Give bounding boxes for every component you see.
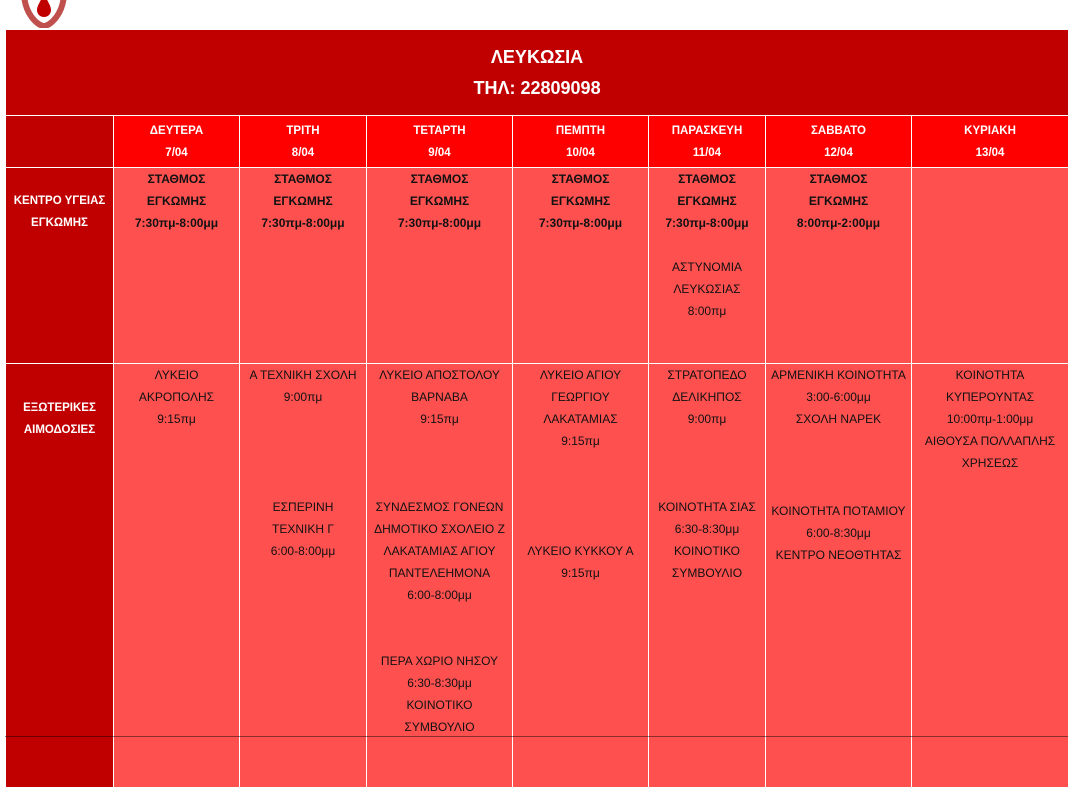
event-line: ΚΟΙΝΟΤΙΚΟ bbox=[674, 544, 740, 558]
spacer bbox=[515, 452, 646, 474]
spacer bbox=[651, 452, 763, 474]
day-date: 10/04 bbox=[566, 146, 595, 159]
day-date: 12/04 bbox=[824, 146, 853, 159]
spacer bbox=[242, 474, 364, 496]
event-line: ΠΕΡΑ ΧΩΡΙΟ ΝΗΣΟΥ bbox=[380, 654, 499, 668]
station-hours: 7:30πμ-8:00μμ bbox=[134, 216, 219, 230]
station-hours: 8:00πμ-2:00μμ bbox=[796, 216, 881, 230]
station-hours: 7:30πμ-8:00μμ bbox=[538, 216, 623, 230]
station-name: ΣΤΑΘΜΟΣ bbox=[678, 172, 736, 186]
table-bottom-border bbox=[5, 736, 1068, 737]
spacer bbox=[242, 452, 364, 474]
event-time: 9:15πμ bbox=[561, 434, 600, 448]
event-time: 9:00πμ bbox=[687, 412, 727, 426]
event-line: ΑΡΜΕΝΙΚΗ ΚΟΙΝΟΤΗΤΑ bbox=[771, 368, 906, 382]
event-time: 6:00-8:30μμ bbox=[806, 526, 871, 540]
station-name: ΣΤΑΘΜΟΣ bbox=[147, 172, 206, 186]
day-date: 13/04 bbox=[975, 146, 1005, 159]
day-date: 11/04 bbox=[692, 146, 722, 159]
health-cell-sunday bbox=[912, 168, 1069, 364]
event-line: ΑΚΡΟΠΟΛΗΣ bbox=[138, 390, 215, 404]
title-banner-row bbox=[6, 30, 1069, 116]
event-line: ΣΥΜΒΟΥΛΙΟ bbox=[404, 720, 475, 734]
event-line: ΛΥΚΕΙΟ ΑΠΟΣΤΟΛΟΥ bbox=[379, 368, 500, 382]
external-cell-friday bbox=[649, 364, 766, 788]
row-label-line: ΑΙΜΟΔΟΣΙΕΣ bbox=[23, 424, 96, 436]
event-line: ΛΑΚΑΤΑΜΙΑΣ bbox=[543, 412, 618, 426]
health-cell-tuesday bbox=[240, 168, 367, 364]
title-banner bbox=[6, 30, 1069, 116]
event-time: 3:00-6:00μμ bbox=[806, 390, 871, 404]
spacer bbox=[768, 474, 909, 500]
event-time: 6:00-8:00μμ bbox=[407, 588, 472, 602]
station-name: ΣΤΑΘΜΟΣ bbox=[551, 172, 610, 186]
event-time: 9:15πμ bbox=[561, 566, 600, 580]
day-header-tuesday bbox=[240, 116, 367, 168]
station-hours: 7:30πμ-8:00μμ bbox=[397, 216, 482, 230]
spacer bbox=[651, 234, 763, 256]
station-location: ΕΓΚΩΜΗΣ bbox=[409, 194, 470, 208]
external-cell-sunday bbox=[912, 364, 1069, 788]
event-line: ΣΧΟΛΗ ΝΑΡΕΚ bbox=[795, 412, 882, 426]
event-line: ΒΑΡΝΑΒΑ bbox=[411, 390, 468, 404]
station-location: ΕΓΚΩΜΗΣ bbox=[550, 194, 611, 208]
spacer bbox=[369, 474, 510, 496]
day-date: 9/04 bbox=[428, 146, 451, 159]
event-line: ΓΕΩΡΓΙΟΥ bbox=[551, 390, 610, 404]
event-line: ΔΕΛΙΚΗΠΟΣ bbox=[672, 390, 742, 404]
event-time: 9:15πμ bbox=[157, 412, 196, 426]
event-line: ΠΑΝΤΕΛΕΗΜΟΝΑ bbox=[388, 566, 491, 580]
day-date: 7/04 bbox=[165, 146, 188, 159]
event-line: ΕΣΠΕΡΙΝΗ bbox=[272, 500, 334, 514]
health-cell-monday bbox=[114, 168, 240, 364]
event-time: 9:15πμ bbox=[420, 412, 459, 426]
event-line: ΚΥΠΕΡΟΥΝΤΑΣ bbox=[945, 390, 1035, 404]
event-time: 6:30-8:30μμ bbox=[674, 522, 740, 536]
day-header-saturday bbox=[766, 116, 912, 168]
event-name: ΑΣΤΥΝΟΜΙΑ bbox=[671, 260, 743, 274]
spacer bbox=[515, 518, 646, 540]
health-cell-saturday bbox=[766, 168, 912, 364]
external-donations-row bbox=[6, 364, 1069, 788]
event-line: ΚΟΙΝΟΤΗΤΑ ΠΟΤΑΜΙΟΥ bbox=[771, 504, 906, 518]
blood-donation-schedule-table bbox=[5, 29, 1069, 788]
event-time: 9:00πμ bbox=[283, 390, 323, 404]
spacer bbox=[515, 496, 646, 518]
event-time: 8:00πμ bbox=[687, 304, 727, 318]
station-name: ΣΤΑΘΜΟΣ bbox=[410, 172, 469, 186]
city-title: ΛΕΥΚΩΣΙΑ bbox=[490, 46, 584, 67]
day-name: ΔΕΥΤΕΡΑ bbox=[149, 124, 204, 137]
event-line: ΚΟΙΝΟΤΗΤΑ ΣΙΑΣ bbox=[658, 500, 756, 514]
health-center-row bbox=[6, 168, 1069, 364]
event-line: ΛΑΚΑΤΑΜΙΑΣ ΑΓΙΟΥ bbox=[383, 544, 496, 558]
event-line: ΑΙΘΟΥΣΑ ΠΟΛΛΑΠΛΗΣ bbox=[924, 434, 1056, 448]
day-header-monday bbox=[114, 116, 240, 168]
event-line: ΣΥΝΔΕΣΜΟΣ ΓΟΝΕΩΝ bbox=[375, 500, 504, 514]
row-label-line: ΚΕΝΤΡΟ ΥΓΕΙΑΣ bbox=[13, 195, 106, 207]
row-label-line: ΕΞΩΤΕΡΙΚΕΣ bbox=[23, 402, 96, 414]
day-name: ΠΑΡΑΣΚΕΥΗ bbox=[671, 124, 743, 137]
day-date: 8/04 bbox=[291, 146, 315, 159]
spacer bbox=[369, 606, 510, 628]
event-line: ΤΕΧΝΙΚΗ Γ bbox=[272, 522, 334, 536]
event-line: Α ΤΕΧΝΙΚΗ ΣΧΟΛΗ bbox=[249, 368, 357, 382]
day-header-thursday bbox=[513, 116, 649, 168]
spacer bbox=[515, 474, 646, 496]
spacer bbox=[768, 452, 909, 474]
external-cell-wednesday bbox=[367, 364, 513, 788]
day-name: ΤΡΙΤΗ bbox=[286, 124, 320, 137]
spacer bbox=[651, 474, 763, 496]
event-line: ΣΤΡΑΤΟΠΕΔΟ bbox=[667, 368, 747, 382]
event-line: ΛΥΚΕΙΟ bbox=[154, 368, 199, 382]
event-time: 6:00-8:00μμ bbox=[270, 544, 336, 558]
health-cell-wednesday bbox=[367, 168, 513, 364]
health-cell-thursday bbox=[513, 168, 649, 364]
event-time: 10:00πμ-1:00μμ bbox=[946, 412, 1034, 426]
day-name: ΚΥΡΙΑΚΗ bbox=[964, 124, 1016, 137]
external-cell-tuesday bbox=[240, 364, 367, 788]
event-line: ΧΡΗΣΕΩΣ bbox=[961, 456, 1019, 470]
row-label-external-donations bbox=[6, 364, 114, 788]
spacer bbox=[242, 408, 364, 430]
station-name: ΣΤΑΘΜΟΣ bbox=[274, 172, 332, 186]
event-line: ΚΟΙΝΟΤΙΚΟ bbox=[406, 698, 473, 712]
event-location: ΛΕΥΚΩΣΙΑΣ bbox=[673, 282, 741, 296]
phone-number: ΤΗΛ: 22809098 bbox=[473, 77, 601, 98]
external-cell-saturday bbox=[766, 364, 912, 788]
spacer bbox=[369, 628, 510, 650]
row-label-health-center bbox=[6, 168, 114, 364]
spacer bbox=[768, 430, 909, 452]
external-cell-monday bbox=[114, 364, 240, 788]
external-cell-thursday bbox=[513, 364, 649, 788]
day-name: ΤΕΤΑΡΤΗ bbox=[413, 124, 466, 137]
station-location: ΕΓΚΩΜΗΣ bbox=[146, 194, 207, 208]
station-name: ΣΤΑΘΜΟΣ bbox=[809, 172, 868, 186]
event-time: 6:30-8:30μμ bbox=[407, 676, 472, 690]
station-hours: 7:30πμ-8:00μμ bbox=[665, 216, 749, 230]
event-line: ΚΟΙΝΟΤΗΤΑ bbox=[955, 368, 1025, 382]
event-line: ΛΥΚΕΙΟ ΑΓΙΟΥ bbox=[539, 368, 622, 382]
spacer bbox=[369, 430, 510, 452]
day-name: ΠΕΜΠΤΗ bbox=[555, 124, 606, 137]
day-header-friday bbox=[649, 116, 766, 168]
event-line: ΔΗΜΟΤΙΚΟ ΣΧΟΛΕΙΟ Ζ bbox=[374, 522, 505, 536]
day-name: ΣΑΒΒΑΤΟ bbox=[811, 124, 866, 137]
spacer bbox=[369, 452, 510, 474]
spacer bbox=[651, 430, 763, 452]
station-location: ΕΓΚΩΜΗΣ bbox=[808, 194, 869, 208]
health-cell-friday bbox=[649, 168, 766, 364]
event-line: ΛΥΚΕΙΟ ΚΥΚΚΟΥ Α bbox=[527, 544, 634, 558]
station-location: ΕΓΚΩΜΗΣ bbox=[273, 194, 333, 208]
event-line: ΚΕΝΤΡΟ ΝΕΟΘΤΗΤΑΣ bbox=[775, 548, 902, 562]
station-hours: 7:30πμ-8:00μμ bbox=[261, 216, 345, 230]
day-header-wednesday bbox=[367, 116, 513, 168]
corner-cell bbox=[6, 116, 114, 168]
station-location: ΕΓΚΩΜΗΣ bbox=[677, 194, 737, 208]
blood-drop-logo-icon bbox=[18, 0, 70, 28]
day-header-row bbox=[6, 116, 1069, 168]
event-line: ΣΥΜΒΟΥΛΙΟ bbox=[671, 566, 743, 580]
spacer bbox=[242, 430, 364, 452]
day-header-sunday bbox=[912, 116, 1069, 168]
row-label-line: ΕΓΚΩΜΗΣ bbox=[31, 217, 88, 229]
